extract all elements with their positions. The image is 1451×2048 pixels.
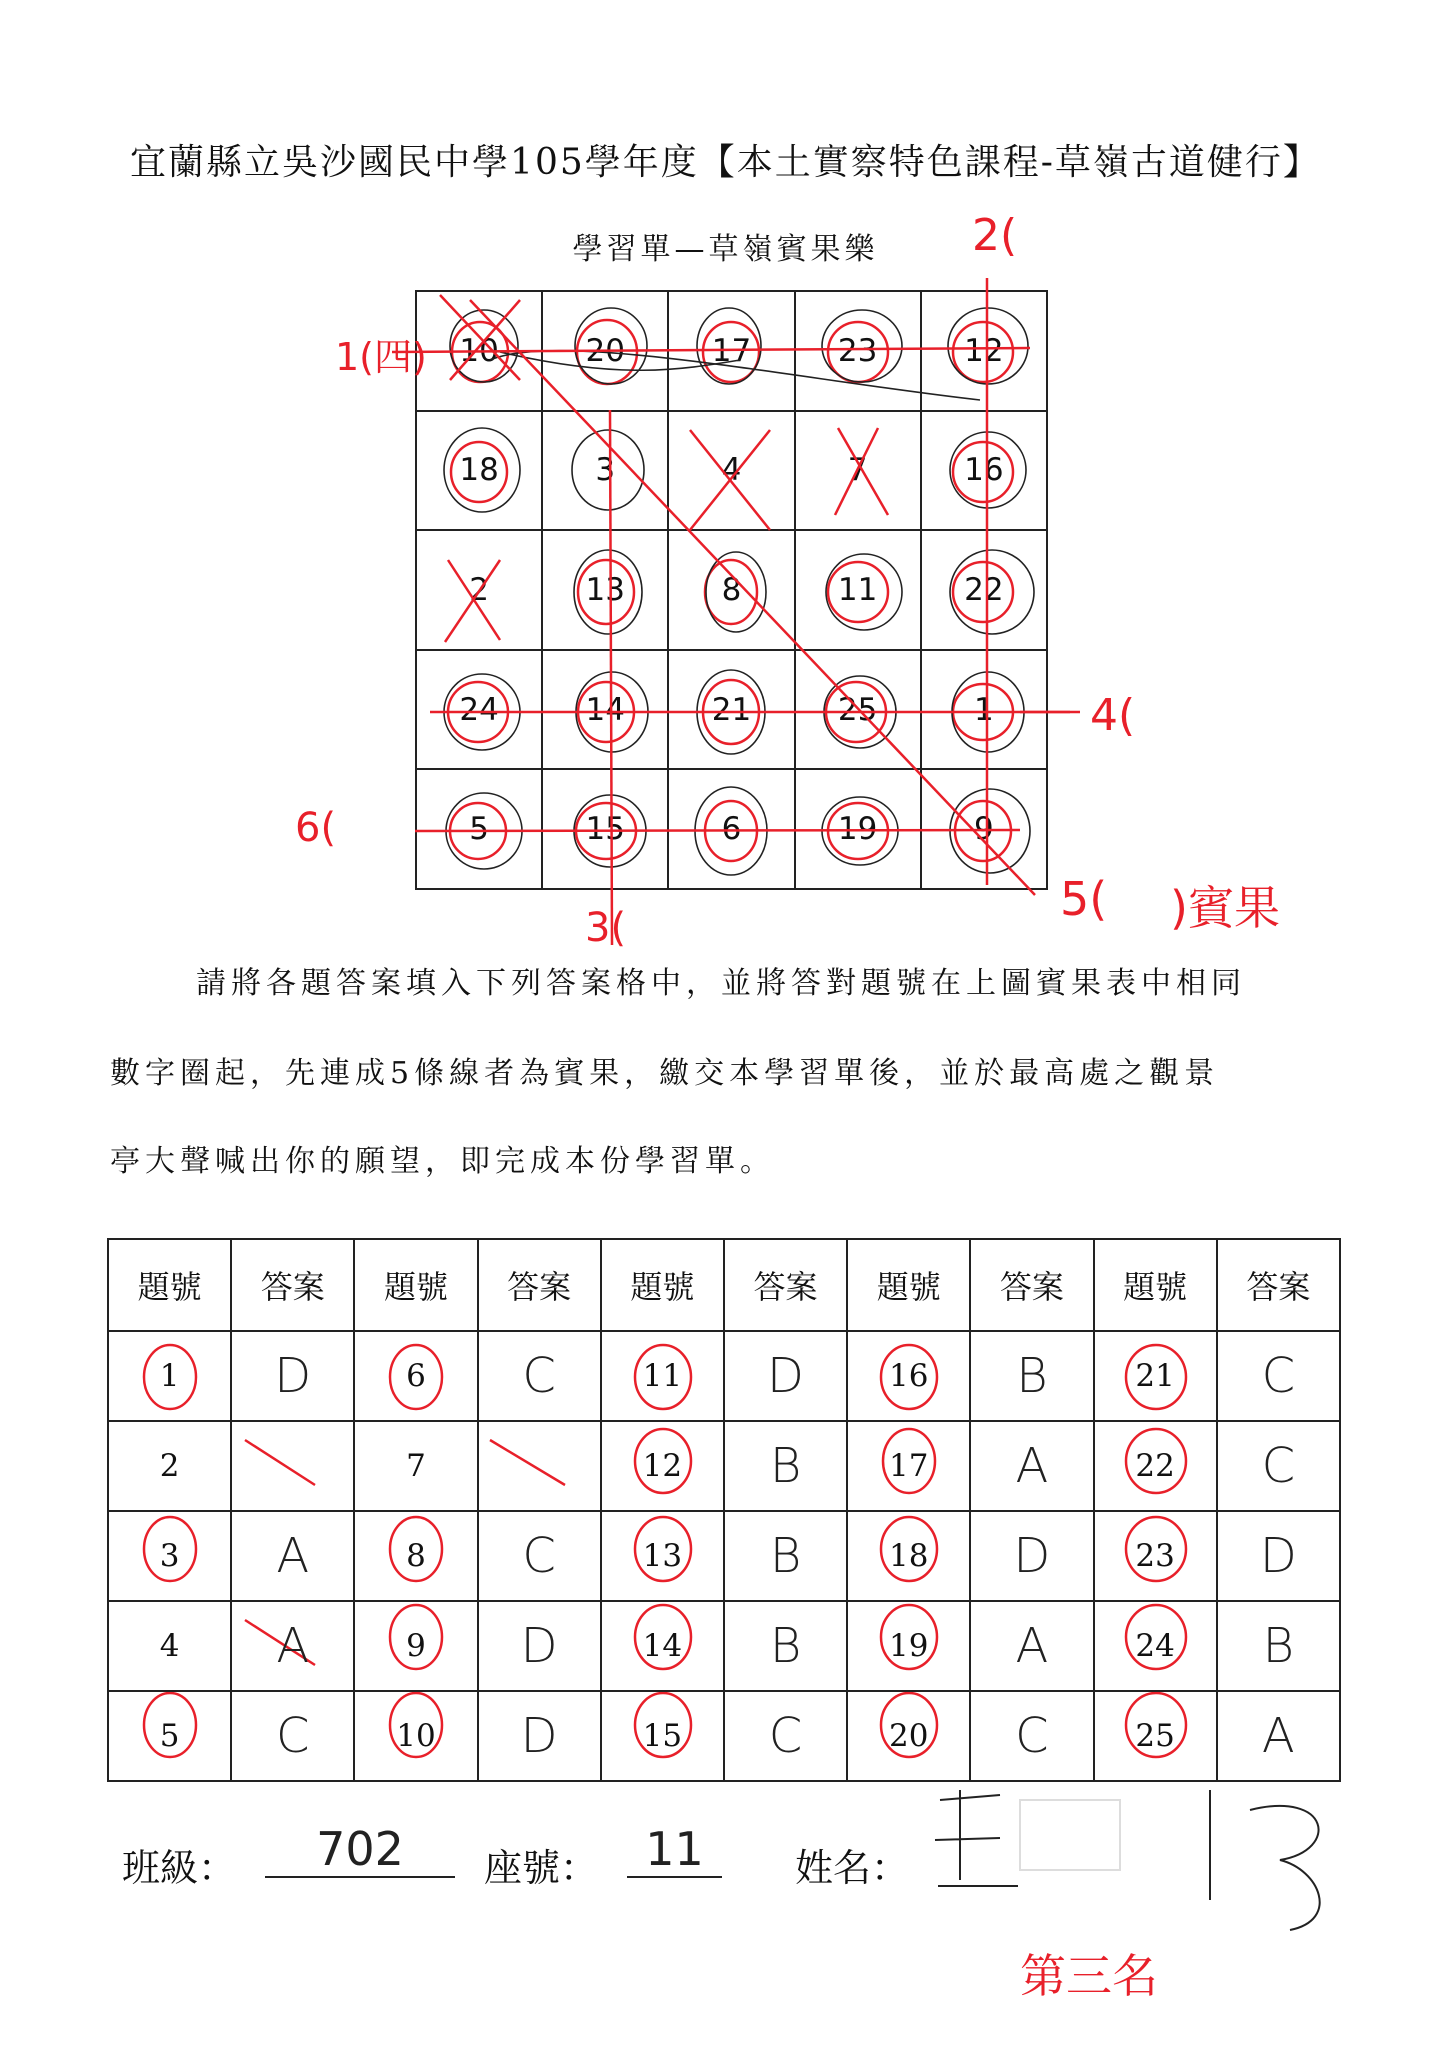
answer-table [107, 1238, 1341, 1782]
answer-cell[interactable]: D [724, 1331, 847, 1421]
bingo-cell: 19 [795, 769, 921, 889]
question-number: 9 [354, 1601, 477, 1691]
bingo-cell: 17 [668, 291, 794, 411]
question-number: 13 [601, 1511, 724, 1601]
name-field[interactable] [938, 1883, 1018, 1887]
question-number: 6 [354, 1331, 477, 1421]
header-question-number: 題號 [354, 1239, 477, 1331]
answer-cell[interactable]: C [1217, 1331, 1340, 1421]
annotation-line-2: 2( [972, 210, 1018, 261]
bingo-circles [448, 320, 1013, 861]
bingo-cell: 9 [921, 769, 1047, 889]
instruction-line-1: 請將各題答案填入下列答案格中，並將答對題號在上圖賓果表中相同 [196, 966, 1246, 1001]
question-number: 7 [354, 1421, 477, 1511]
question-number: 3 [108, 1511, 231, 1601]
answer-cell[interactable]: C [231, 1691, 354, 1781]
bingo-cell: 15 [542, 769, 668, 889]
pencil-circles [444, 308, 1034, 875]
answer-cell[interactable]: C [1217, 1421, 1340, 1511]
answer-cell[interactable] [478, 1421, 601, 1511]
bingo-cell: 24 [416, 650, 542, 770]
question-number: 4 [108, 1601, 231, 1691]
header-answer: 答案 [231, 1239, 354, 1331]
bingo-cell: 18 [416, 411, 542, 531]
answer-cell[interactable]: B [724, 1421, 847, 1511]
answer-cell[interactable]: D [1217, 1511, 1340, 1601]
answer-cell[interactable]: C [724, 1691, 847, 1781]
worksheet-title: 宜蘭縣立吳沙國民中學105學年度【本土實察特色課程-草嶺古道健行】 [130, 142, 1321, 183]
answer-cell[interactable]: B [970, 1331, 1093, 1421]
annotation-line-5: 5( [1060, 872, 1108, 926]
bingo-cell: 7 [795, 411, 921, 531]
question-number: 24 [1094, 1601, 1217, 1691]
bingo-cell: 23 [795, 291, 921, 411]
bingo-cell: 2 [416, 530, 542, 650]
bingo-cell: 21 [668, 650, 794, 770]
answer-cell[interactable]: B [724, 1511, 847, 1601]
question-number: 14 [601, 1601, 724, 1691]
bingo-cell: 13 [542, 530, 668, 650]
question-number: 23 [1094, 1511, 1217, 1601]
bingo-cell: 5 [416, 769, 542, 889]
answer-cell[interactable] [231, 1421, 354, 1511]
question-number: 5 [108, 1691, 231, 1781]
answer-cell[interactable]: D [478, 1601, 601, 1691]
answer-cell[interactable]: A [970, 1421, 1093, 1511]
instruction-line-3: 亭大聲喊出你的願望，即完成本份學習單。 [110, 1144, 775, 1179]
header-question-number: 題號 [847, 1239, 970, 1331]
worksheet-subtitle: 學習單—草嶺賓果樂 [572, 232, 879, 267]
bingo-cell: 8 [668, 530, 794, 650]
answer-cell[interactable]: A [231, 1601, 354, 1691]
class-field[interactable]: 702 [265, 1822, 455, 1878]
question-number: 21 [1094, 1331, 1217, 1421]
seat-label: 座號： [484, 1846, 599, 1890]
bingo-cell: 3 [542, 411, 668, 531]
question-number: 20 [847, 1691, 970, 1781]
bingo-cell: 1 [921, 650, 1047, 770]
annotation-line-3: 3( [585, 905, 627, 951]
question-number: 25 [1094, 1691, 1217, 1781]
answer-cell[interactable]: A [231, 1511, 354, 1601]
bingo-cell: 14 [542, 650, 668, 770]
name-strokes [935, 1790, 1320, 1930]
question-number: 17 [847, 1421, 970, 1511]
answer-cell[interactable]: C [478, 1511, 601, 1601]
bingo-cell: 6 [668, 769, 794, 889]
bingo-cell: 22 [921, 530, 1047, 650]
annotation-line-6: 6( [295, 805, 337, 851]
question-number: 10 [354, 1691, 477, 1781]
class-label: 班級： [122, 1846, 237, 1890]
header-answer: 答案 [478, 1239, 601, 1331]
bingo-cell: 12 [921, 291, 1047, 411]
question-number: 2 [108, 1421, 231, 1511]
answer-cell[interactable]: A [970, 1601, 1093, 1691]
header-question-number: 題號 [1094, 1239, 1217, 1331]
question-number: 8 [354, 1511, 477, 1601]
bingo-cell: 11 [795, 530, 921, 650]
header-answer: 答案 [724, 1239, 847, 1331]
annotation-line-4: 4( [1090, 690, 1136, 741]
answer-cell[interactable]: D [231, 1331, 354, 1421]
name-label: 姓名： [795, 1846, 910, 1890]
answer-cell[interactable]: B [724, 1601, 847, 1691]
bingo-cell: 25 [795, 650, 921, 770]
question-number: 19 [847, 1601, 970, 1691]
question-number: 16 [847, 1331, 970, 1421]
answer-cell[interactable]: C [478, 1331, 601, 1421]
answer-cell[interactable]: A [1217, 1691, 1340, 1781]
bingo-cell: 10 [416, 291, 542, 411]
bingo-cell: 4 [668, 411, 794, 531]
question-number: 12 [601, 1421, 724, 1511]
question-number: 18 [847, 1511, 970, 1601]
header-question-number: 題號 [601, 1239, 724, 1331]
question-number: 11 [601, 1331, 724, 1421]
question-number: 15 [601, 1691, 724, 1781]
annotation-bingo: )賓果 [1170, 881, 1280, 935]
header-answer: 答案 [970, 1239, 1093, 1331]
annotation-rank: 第三名 [1020, 1949, 1158, 2003]
header-question-number: 題號 [108, 1239, 231, 1331]
annotation-line-1: 1(四) [335, 335, 427, 379]
answer-cell[interactable]: D [478, 1691, 601, 1781]
question-number: 1 [108, 1331, 231, 1421]
instruction-line-2: 數字圈起，先連成5條線者為賓果，繳交本學習單後，並於最高處之觀景 [110, 1056, 1220, 1091]
header-answer: 答案 [1217, 1239, 1340, 1331]
bingo-cell: 20 [542, 291, 668, 411]
answer-cell[interactable]: C [970, 1691, 1093, 1781]
seat-field[interactable]: 11 [627, 1822, 722, 1878]
bingo-cell: 16 [921, 411, 1047, 531]
answer-cell[interactable]: D [970, 1511, 1093, 1601]
question-number: 22 [1094, 1421, 1217, 1511]
answer-cell[interactable]: B [1217, 1601, 1340, 1691]
